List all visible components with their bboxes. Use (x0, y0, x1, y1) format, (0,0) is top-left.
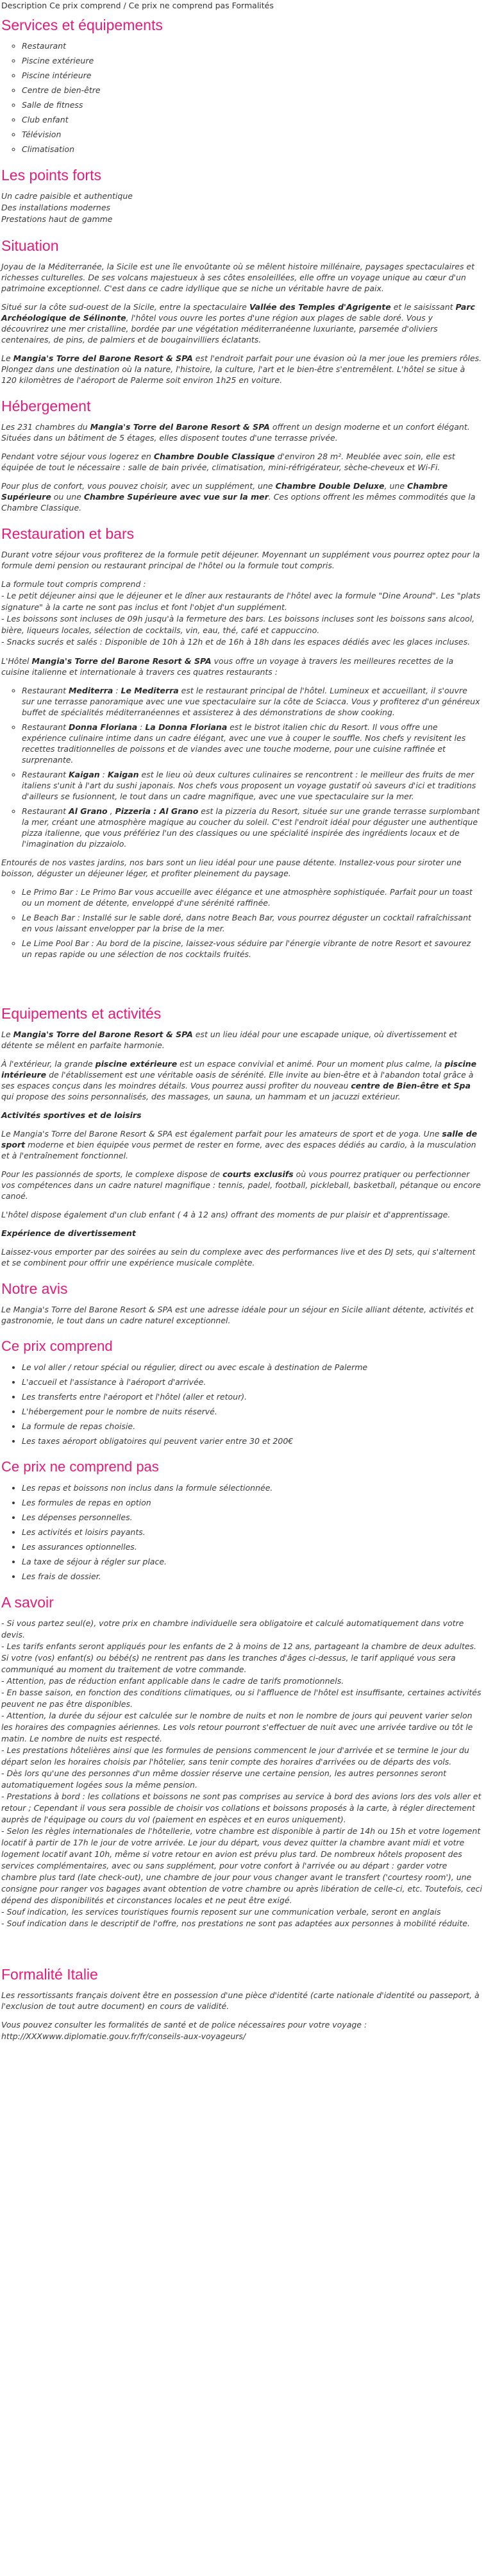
restaurant-item: ◦ Restaurant Donna Floriana : La Donna Floriana est le bistrot italien chic du Resort. Il vous offre une expérience culinaire intime dans un cadre élégant, avec une vue à couper le souffle. Nos chefs y revisitent les recettes traditionnelles de poissons et de viandes avec une touche moderne, pour une cuisine raffinée et surprenante. (22, 722, 482, 765)
a-savoir-line: - En basse saison, en fonction des conditions climatiques, ou si l'affluence de l'hôtel est insuffisante, certaines activités peuvent ne pas être disponibles. (1, 1688, 482, 1709)
list-item: • La taxe de séjour à régler sur place. (22, 1556, 482, 1567)
list-item: • Le vol aller / retour spécial ou régulier, direct ou avec escale à destination de Palerme (22, 1362, 482, 1373)
a-savoir-line: - Selon les règles internationales de l'hôtellerie, votre chambre est disponible à partir de 14h ou 15h et votre logement locatif à partir de 17h le jour de votre arrivée. Le jour du départ, vous devez quitter la chambre avant midi et votre logement locatif avant 10h, même si votre retour en avion est prévu plus tard. De nombreux hôtels proposent des services complémentaires, avec ou sans supplément, pour votre confort à l'arrivée ou au départ : garder votre chambre plus tard (late check-out), une chambre de jour pour vous changer avant le transfert ('courtesy room'), une consigne pour ranger vos bagages avant obtention de votre chambre ou après libération de celle-ci, etc. Toutefois, ceci dépend des disponibilités et circonstances locales et ne peut être exigé. (1, 1826, 482, 1905)
restaurant-item: ◦ Restaurant Al Grano , Pizzeria : Al Grano est la pizzeria du Resort, située sur une grande terrasse surplombant la mer, créant une atmosphère magique au coucher du soleil. C'est l'endroit idéal pour déguster une authentique pizza italienne, que vous préfériez l'un des classiques ou une spécialité inspirée des ingrédients locaux et de l'imagination du pizzaiolo. (22, 806, 482, 849)
a-savoir-line: - Si vous partez seul(e), votre prix en chambre individuelle sera obligatoire et calculé automatiquement dans votre devis. (1, 1618, 464, 1640)
hebergement-paragraph: Les 231 chambres du Mangia's Torre del Barone Resort & SPA offrent un design moderne et un confort élégant. Situées dans un bâtiment de 5 étages, elles disposent toutes d'une terrasse privée. (1, 422, 470, 443)
list-item: • Les activités et loisirs payants. (22, 1527, 482, 1538)
tout-compris-line: La formule tout compris comprend : (1, 579, 146, 589)
a-savoir-line: - Attention, la durée du séjour est calculée sur le nombre de nuits et non le nombre de jours qui peuvent varier selon les horaires des compagnies aériennes. Les vols retour pourront s'effectuer de nuit avec une arrivée tardive ou tôt le matin. Le nombre de nuits est respecté. (1, 1711, 473, 1743)
situation-title: Situation (1, 237, 59, 254)
point-fort: Prestations haut de gamme (1, 214, 113, 224)
bar-item: ◦ Le Primo Bar : Le Primo Bar vous accueille avec élégance et une atmosphère sophistiquée. Parfait pour un toast ou un moment de détente, enveloppé d'une sérénité raffinée. (22, 886, 482, 908)
bar-item: ◦ Le Lime Pool Bar : Au bord de la piscine, laissez-vous séduire par l'énergie vibrante de notre Resort et savourez un repas rapide ou une sélection de nos cocktails fruités. (22, 938, 482, 960)
equipements-paragraph: Le Mangia's Torre del Barone Resort & SPA est un lieu idéal pour une escapade unique, où divertissement et détente se mêlent en parfaite harmonie. (1, 1030, 457, 1050)
restauration-title: Restauration et bars (1, 525, 135, 542)
list-item: • Les dépenses personnelles. (22, 1512, 482, 1523)
a-savoir-line: - Attention, pas de réduction enfant applicable dans le cadre de tarifs promotionnels. (1, 1676, 344, 1686)
list-item: ◦ Piscine intérieure (22, 70, 482, 81)
hebergement-title: Hébergement (1, 398, 91, 414)
restauration-paragraph: L'Hôtel Mangia's Torre del Barone Resort & SPA vous offre un voyage à travers les meilleures recettes de la cuisine italienne et internationale à travers ces quatres restaurants : (1, 656, 454, 677)
list-item: • L'accueil et l'assistance à l'aéroport d'arrivée. (22, 1377, 482, 1387)
restaurant-item: ◦ Restaurant Mediterra : Le Mediterra est le restaurant principal de l'hôtel. Lumineux et accueillant, il s'ouvre sur une terrasse panoramique avec une vue spectaculaire sur la côte de Sciacca. Vous y profiterez d'un généreux buffet de spécialités méditerranéennes et assisterez à des démonstrations de show cooking. (22, 685, 482, 718)
list-item: ◦ Club enfant (22, 114, 482, 125)
points-forts-title: Les points forts (1, 167, 101, 183)
services-list (1, 40, 482, 155)
list-item: • Les formules de repas en option (22, 1497, 482, 1508)
equipements-title: Equipements et activités (1, 1005, 162, 1022)
formalite-line: Vous pouvez consulter les formalités de santé et de police nécessaires pour votre voyage : (1, 2020, 367, 2029)
sport-subtitle: Activités sportives et de loisirs (1, 1110, 142, 1120)
list-item: ◦ Salle de fitness (22, 99, 482, 110)
list-item: ◦ Piscine extérieure (22, 55, 482, 66)
equipements-paragraph: À l'extérieur, la grande piscine extérieure est un espace convivial et animé. Pour un moment plus calme, la piscine intérieure de l'établissement est une véritable oasis de sérénité. Elle invite au bien-être et à l'abandon total grâce à ses espaces conçus dans les moindres détails. Vous pourrez aussi profiter du nouveau centre de Bien-être et Spa qui propose des soins personnalisés, des massages, un sauna, un hammam et un jacuzzi extérieur. (1, 1059, 477, 1101)
list-item: • Les repas et boissons non inclus dans la formule sélectionnée. (22, 1482, 482, 1493)
situation-paragraph: Joyau de la Méditerranée, la Sicile est une île envoûtante où se mêlent histoire millénaire, paysages spectaculaires et richesses culturelles. De ses volcans majestueux à ses côtes ensoleillées, elle offre un voyage unique au cœur d'un patrimoine exceptionnel. C'est dans ce cadre idyllique que se niche un véritable havre de paix. (1, 262, 475, 293)
notre-avis-paragraph: Le Mangia's Torre del Barone Resort & SPA est une adresse idéale pour un séjour en Sicile alliant détente, activités et gastronomie, le tout dans un cadre naturel exceptionnel. (1, 1305, 474, 1325)
prix-comprend-list (1, 1362, 482, 1446)
tout-compris-details (1, 579, 482, 648)
a-savoir-line: - Souf indication dans le descriptif de l'offre, nos prestations ne sont pas adaptées aux personnes à mobilité réduite. (1, 1919, 470, 1928)
equipements-paragraph: Laissez-vous emporter par des soirées au sein du complexe avec des performances live et des DJ sets, qui s'alternent et se combinent pour offrir une expérience musicale complète. (1, 1247, 476, 1267)
a-savoir-title: A savoir (1, 1594, 54, 1611)
point-fort: Un cadre paisible et authentique (1, 191, 133, 201)
restaurants-list (1, 685, 482, 849)
bars-intro: Entourés de nos vastes jardins, nos bars sont un lieu idéal pour une pause détente. Installez-vous pour siroter une boisson, déguster un déjeuner léger, et profiter pleinement du paysage. (1, 858, 462, 878)
list-item: ◦ Télévision (22, 129, 482, 140)
hebergement-paragraph: Pour plus de confort, vous pouvez choisir, avec un supplément, une Chambre Double Deluxe, une Chambre Supérieure ou une Chambre Supérieure avec vue sur la mer. Ces options offrent les mêmes commodités que la Chambre Classique. (1, 481, 476, 513)
points-forts-list (1, 191, 482, 225)
list-item: • Les assurances optionnelles. (22, 1541, 482, 1552)
tout-compris-line: - Le petit déjeuner ainsi que le déjeuner et le dîner aux restaurants de l'hôtel avec la formule "Dine Around". Les "plats signature" à la carte ne sont pas inclus et font l'objet d'un supplément. (1, 591, 481, 612)
diplomatie-link[interactable]: http://XXXwww.diplomatie.gouv.fr/fr/conseils-aux-voyageurs/ (1, 2031, 246, 2041)
formalite-paragraph: Les ressortissants français doivent être en possession d'une pièce d'identité (carte nationale d'identité ou passeport, à l'exclusion de tout autre document) en cours de validité. (1, 1990, 480, 2011)
list-item: • Les taxes aéroport obligatoires qui peuvent varier entre 30 et 200€ (22, 1436, 482, 1446)
a-savoir-line: - Prestations à bord : les collations et boissons ne sont pas comprises au service à bord des avions lors des vols aller et retour ; Cependant il vous sera possible de choisir vos collations et boissons proposés à la carte, à régler directement auprès de l'équipage ou cours du vol (paiement en espèces et en euros uniquement). (1, 1792, 482, 1824)
list-item: • La formule de repas choisie. (22, 1421, 482, 1432)
a-savoir-list (1, 1618, 482, 1929)
bar-item: ◦ Le Beach Bar : Installé sur le sable doré, dans notre Beach Bar, vous pourrez déguster un cocktail rafraîchissant en vous laissant envelopper par la brise de la mer. (22, 912, 482, 934)
notre-avis-title: Notre avis (1, 1280, 68, 1297)
equipements-paragraph: Pour les passionnés de sports, le complexe dispose de courts exclusifs où vous pourrez pratiquer ou perfectionner vos compétences dans un cadre naturel magnifique : tennis, padel, football, pickleball, basketball, pétanque ou encore canoé. (1, 1169, 481, 1201)
bars-list (1, 886, 482, 960)
tout-compris-line: - Snacks sucrés et salés : Disponible de 10h à 12h et de 16h à 18h dans les espaces dédiés avec les glaces incluses. (1, 637, 471, 647)
prix-ne-comprend-list (1, 1482, 482, 1582)
equipements-paragraph: Le Mangia's Torre del Barone Resort & SPA est également parfait pour les amateurs de sport et de yoga. Une salle de sport moderne et bien équipée vous permet de rester en forme, avec des espaces dédiés au cardio, à la musculation et à l'entraînement fonctionnel. (1, 1129, 478, 1160)
list-item: ◦ Centre de bien-être (22, 85, 482, 96)
restauration-paragraph: Durant votre séjour vous profiterez de la formule petit déjeuner. Moyennant un supplément vous pourrez optez pour la formule demi pension ou restaurant principal de l'hôtel ou la formule tout compris. (1, 550, 480, 570)
hebergement-paragraph: Pendant votre séjour vous logerez en Chambre Double Classique d'environ 28 m². Meublée avec soin, elle est équipée de tout le nécessaire : salle de bain privée, climatisation, mini-réfrigérateur, sèche-cheveux et Wi-Fi. (1, 452, 455, 472)
situation-paragraph: Situé sur la côte sud-ouest de la Sicile, entre la spectaculaire Vallée des Temples d'Agrigente et le saisissant Parc Archéologique de Sélinonte, l'hôtel vous ouvre les portes d'une région aux plages de sable doré. Vous y découvrirez une mer cristalline, bordée par une végétation méditerranéenne luxuriante, parsemée d'oliviers centenaires, de pins, de palmiers et de bougainvilliers éclatants. (1, 302, 475, 344)
prix-comprend-title: Ce prix comprend (1, 1338, 113, 1354)
restaurant-item: ◦ Restaurant Kaigan : Kaigan est le lieu où deux cultures culinaires se rencontrent : le meilleur des fruits de mer italiens s'unit à l'art du sushi japonais. Nos chefs vous proposent un voyage gustatif où saveurs d'ici et traditions d'ailleurs se fusionnent, le tout dans un cadre magnifique, avec une vue spectaculaire sur la mer. (22, 769, 482, 802)
breadcrumb: Description Ce prix comprend / Ce prix ne comprend pas Formalités (1, 1, 274, 10)
formalite-links (1, 2019, 482, 2042)
equipements-paragraph: L'hôtel dispose également d'un club enfant ( 4 à 12 ans) offrant des moments de pur plaisir et d'apprentissage. (1, 1210, 451, 1219)
divertissement-subtitle: Expérience de divertissement (1, 1228, 136, 1238)
list-item: • L'hébergement pour le nombre de nuits réservé. (22, 1406, 482, 1417)
a-savoir-line: - Dès lors qu'une des personnes d'un même dossier réserve une certaine pension, les autres personnes seront automatiquement logées sous la même pension. (1, 1768, 446, 1790)
formalite-title: Formalité Italie (1, 1966, 98, 1983)
point-fort: Des installations modernes (1, 203, 111, 212)
a-savoir-line: - Les prestations hôtelières ainsi que les formules de pensions commencent le jour d'arrivée et se termine le jour du départ selon les horaires choisis par l'hôtelier, sans tenir compte des horaires d'arrivées ou de départs des vols. (1, 1745, 469, 1767)
a-savoir-line: - Souf indication, les services touristiques fournis reposent sur une communication verbale, seront en anglais (1, 1907, 441, 1917)
situation-paragraph: Le Mangia's Torre del Barone Resort & SPA est l'endroit parfait pour une évasion où la mer joue les premiers rôles. Plongez dans une destination où la nature, l'histoire, la culture, l'art et le bien-être s'entremêlent. L'hôtel se situe à 120 kilomètres de l'aéroport de Palerme soit environ 1h25 en voiture. (1, 353, 482, 385)
tout-compris-line: - Les boissons sont incluses de 09h jusqu'à la fermeture des bars. Les boissons incluses sont les boissons sans alcool, bière, liqueurs locales, sélection de cocktails, vin, eau, thé, café et cappuccino. (1, 614, 475, 635)
services-title: Services et équipements (1, 17, 163, 33)
list-item: ◦ Climatisation (22, 144, 482, 155)
list-item: • Les frais de dossier. (22, 1571, 482, 1582)
list-item: ◦ Restaurant (22, 40, 482, 51)
list-item: • Les transferts entre l'aéroport et l'hôtel (aller et retour). (22, 1391, 482, 1402)
prix-ne-comprend-title: Ce prix ne comprend pas (1, 1459, 159, 1475)
a-savoir-line: - Les tarifs enfants seront appliqués pour les enfants de 2 à moins de 12 ans, partageant la chambre de deux adultes. Si votre (vos) enfant(s) ou bébé(s) ne rentrent pas dans les tranches d'âges ci-dessus, le tarif appliqué vous sera communiqué au moment du traitement de votre commande. (1, 1641, 477, 1674)
